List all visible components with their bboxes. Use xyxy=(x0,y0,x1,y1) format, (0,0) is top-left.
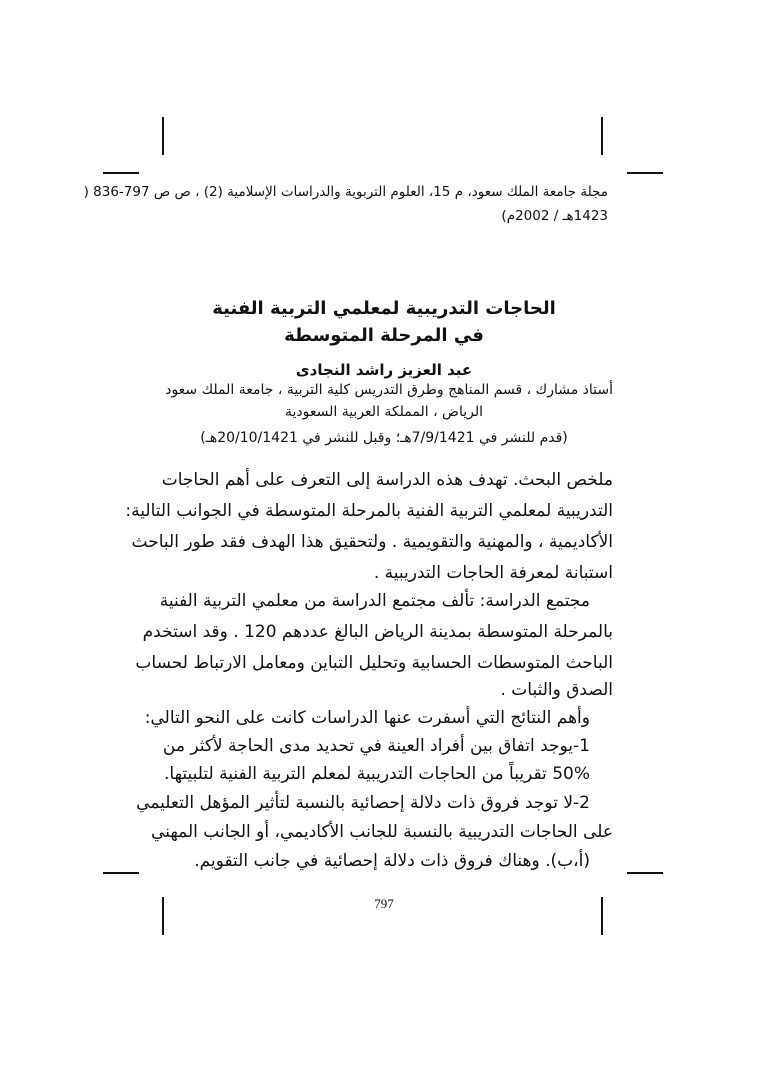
crop-mark-top-right xyxy=(601,117,603,155)
abstract-line: 2-لا توجد فروق ذات دلالة إحصائية بالنسبة لتأثير المؤهل التعليمي xyxy=(136,793,590,813)
crop-mark-top-left xyxy=(162,117,164,155)
page-number: 797 xyxy=(374,896,394,911)
crop-mark-top-right-h xyxy=(627,172,663,174)
abstract-line: الباحث المتوسطات الحسابية وتحليل التباين ومعامل الارتباط لحساب xyxy=(135,653,613,673)
abstract-line: وأهم النتائج التي أسفرت عنها الدراسات كانت على النحو التالي: xyxy=(144,708,590,728)
submission-dates: (قدم للنشر في 7/9/1421هـ؛ وقبل للنشر في 20/10/1421هـ) xyxy=(200,430,568,446)
author-affiliation: أستاذ مشارك ، قسم المناهج وطرق التدريس كلية التربية ، جامعة الملك سعود xyxy=(165,382,613,398)
abstract-line: الصدق والثبات . xyxy=(500,680,613,700)
abstract-line: مجتمع الدراسة: تألف مجتمع الدراسة من معلمي التربية الفنية xyxy=(159,591,590,611)
crop-mark-top-left-h xyxy=(103,172,139,174)
abstract-line: 50% تقريباً من الحاجات التدريبية لمعلم التربية الفنية لتلبيتها. xyxy=(163,764,590,784)
journal-citation: مجلة جامعة الملك سعود، م 15، العلوم التربوية والدراسات الإسلامية (2) ، ص ص 797-836 ( xyxy=(83,184,608,200)
abstract-line: التدريبية لمعلمي التربية الفنية بالمرحلة المتوسطة في الجوانب التالية: xyxy=(125,501,613,521)
abstract-line: استبانة لمعرفة الحاجات التدريبية . xyxy=(373,563,613,583)
abstract-line: ملخص البحث. تهدف هذه الدراسة إلى التعرف على أهم الحاجات xyxy=(161,470,613,490)
author-name: عبد العزيز راشد النجادى xyxy=(295,361,473,379)
journal-date: 1423هـ / 2002م) xyxy=(501,208,608,224)
author-location: الرياض ، المملكة العربية السعودية xyxy=(284,404,484,420)
abstract-line: على الحاجات التدريبية بالنسبة للجانب الأكاديمي، أو الجانب المهني xyxy=(151,822,613,842)
abstract-line: الأكاديمية ، والمهنية والتقويمية . ولتحقيق هذا الهدف فقد طور الباحث xyxy=(131,532,613,552)
paper-title-line-1: الحاجات التدريبية لمعلمي التربية الفنية xyxy=(212,298,556,319)
crop-mark-bottom-left-h xyxy=(103,872,139,874)
crop-mark-bottom-right-h xyxy=(627,872,663,874)
abstract-line: (أ،ب). وهناك فروق ذات دلالة إحصائية في جانب التقويم. xyxy=(194,851,590,871)
paper-title-line-2: في المرحلة المتوسطة xyxy=(284,325,484,346)
abstract-line: 1-يوجد اتفاق بين أفراد العينة في تحديد مدى الحاجة لأكثر من xyxy=(162,736,590,756)
abstract-line: بالمرحلة المتوسطة بمدينة الرياض البالغ عددهم 120 . وقد استخدم xyxy=(142,622,613,642)
